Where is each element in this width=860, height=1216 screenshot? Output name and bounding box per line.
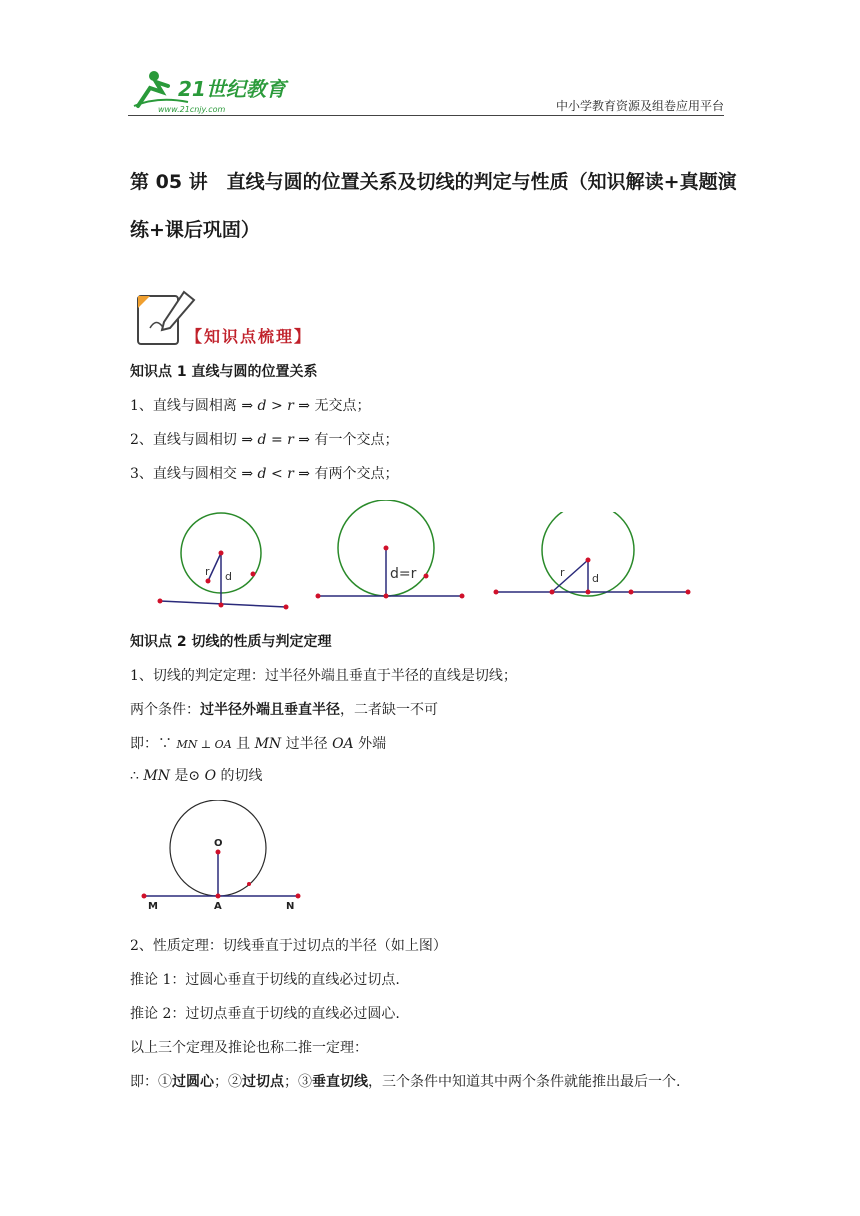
kp1-item-2: 2、直线与圆相切 ⇒ d = r ⇒ 有一个交点； <box>130 432 399 448</box>
kp2-line-1: 1、切线的判定定理：过半径外端且垂直于半径的直线是切线； <box>130 668 517 684</box>
svg-text:d=r: d=r <box>390 566 417 582</box>
svg-text:d: d <box>225 570 232 583</box>
figure-tangent-theorem <box>136 800 306 912</box>
kp2-line-6: 推论 1：过圆心垂直于切线的直线必过切点. <box>130 972 400 988</box>
kp2-line-5: 2、性质定理：切线垂直于过切点的半径（如上图） <box>130 938 447 954</box>
platform-name: 中小学教育资源及组卷应用平台 <box>555 99 724 113</box>
svg-text:www.21cnjy.com: www.21cnjy.com <box>158 105 226 114</box>
svg-text:M: M <box>148 901 158 912</box>
svg-text:d: d <box>592 572 599 585</box>
kp2-line-4: ∴ MN 是⊙ O 的切线 <box>130 768 263 784</box>
kp1-item-3: 3、直线与圆相交 ⇒ d < r ⇒ 有两个交点； <box>130 466 399 482</box>
kp2-line-7: 推论 2：过切点垂直于切线的直线必过圆心. <box>130 1006 400 1022</box>
kp2-line-9: 即：①过圆心；②过切点；③垂直切线，三个条件中知道其中两个条件就能推出最后一个. <box>130 1074 681 1090</box>
svg-text:O: O <box>214 838 223 849</box>
kp2-line-8: 以上三个定理及推论也称二推一定理： <box>130 1040 368 1056</box>
kp1-heading: 知识点 1 直线与圆的位置关系 <box>130 364 318 380</box>
figure-tangent <box>310 500 470 610</box>
kp2-line-3: 即：∵ MN ⊥ OA 且 MN 过半径 OA 外端 <box>130 736 387 752</box>
svg-text:r: r <box>560 566 565 579</box>
site-logo <box>128 66 298 116</box>
kp1-item-1: 1、直线与圆相离 ⇒ d > r ⇒ 无交点； <box>130 398 371 414</box>
svg-text:21世纪教育: 21世纪教育 <box>178 77 286 101</box>
kp2-heading: 知识点 2 切线的性质与判定定理 <box>130 634 332 650</box>
figure-separate <box>140 505 300 617</box>
page-title: 第 05 讲 直线与圆的位置关系及切线的判定与性质（知识解读+真题演练+课后巩固） <box>130 171 737 241</box>
svg-text:r: r <box>205 565 210 578</box>
header-divider <box>128 115 724 116</box>
kp2-line-2: 两个条件：过半径外端且垂直半径，二者缺一不可 <box>130 702 438 718</box>
section-banner: 【知识点梳理】 <box>186 327 313 346</box>
figure-intersect <box>490 512 695 602</box>
svg-text:N: N <box>286 901 295 912</box>
svg-text:A: A <box>214 901 222 912</box>
